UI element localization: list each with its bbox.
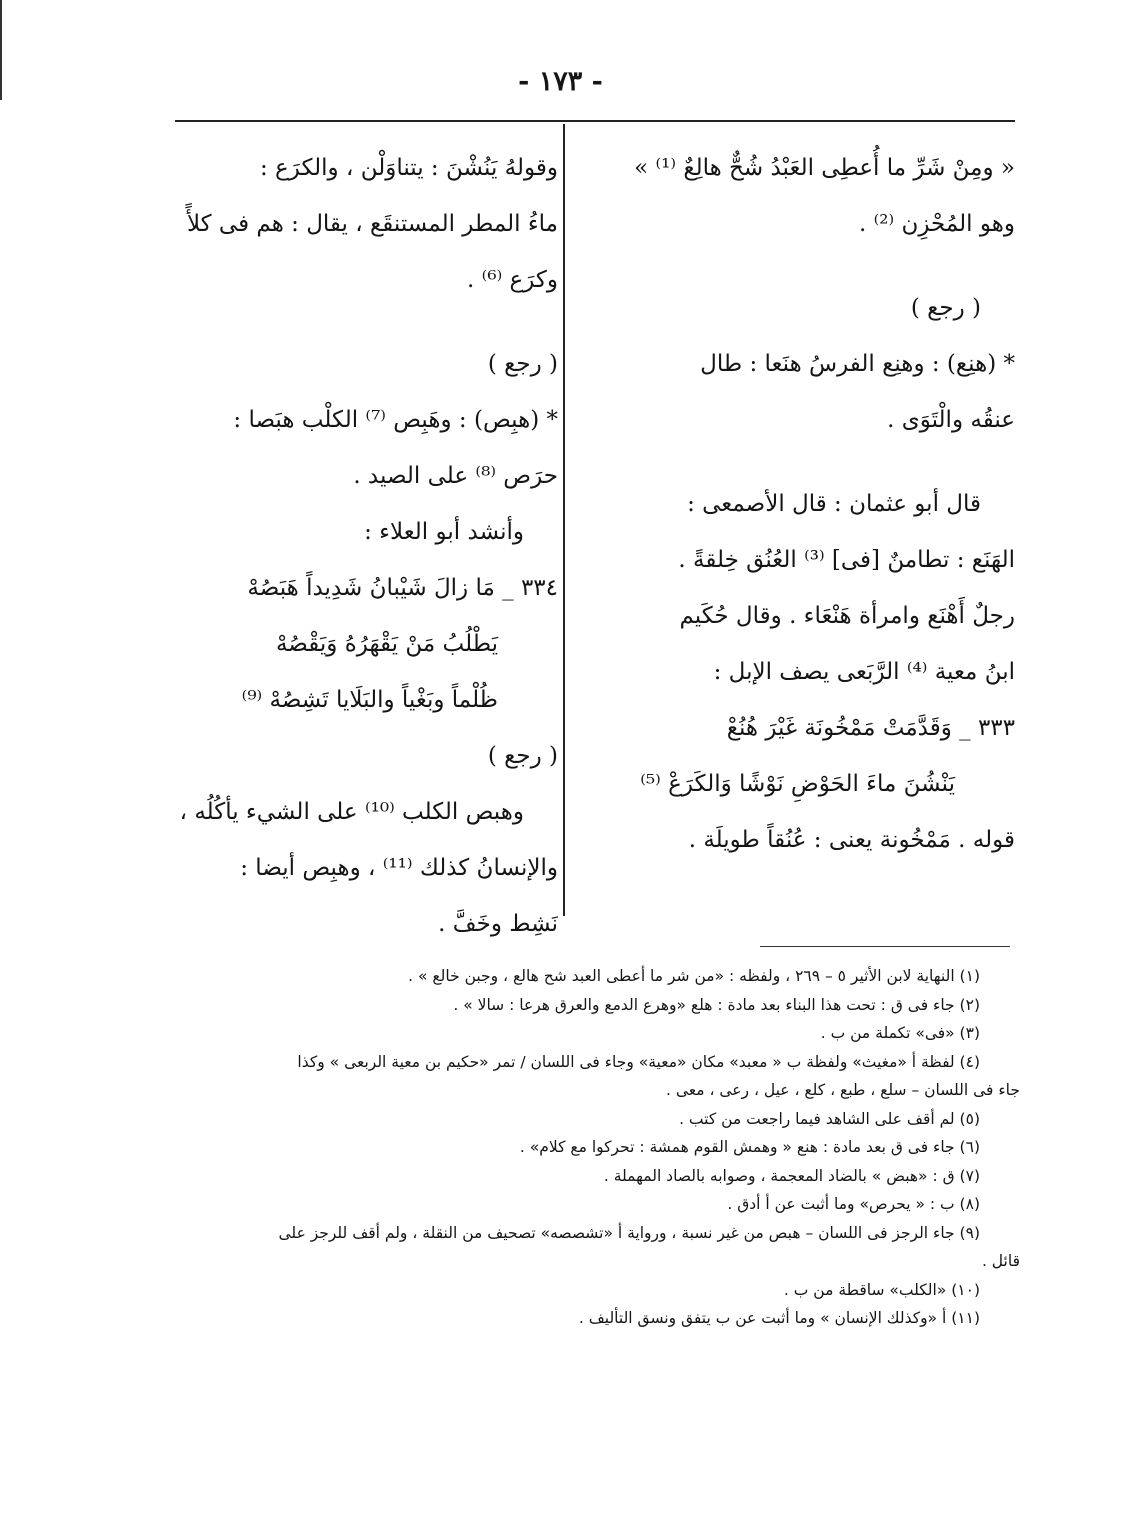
footnote-line: (٢) جاء فى ق : تحت هذا البناء بعد مادة : هلع «وهرع الدمع والعرق هرعا : سالا » . — [453, 995, 980, 1014]
text-line: قوله . مَمْخُونة يعنى : عُنُقاً طويلَة . — [688, 827, 1015, 853]
text-line: وأنشد أبو العلاء : — [364, 519, 524, 545]
text-line — [160, 308, 558, 336]
column-divider — [563, 124, 565, 916]
right-column — [595, 140, 1015, 868]
text-line: رجلٌ أَهْنَع وامرأة هَنْعَاء . وقال حُكَيم — [679, 603, 1015, 629]
text-line: عنقُه والْتَوَى . — [887, 407, 1015, 433]
text-line: ابنُ معية ⁽⁴⁾ الرَّبَعى يصف الإبل : — [713, 659, 1015, 685]
text-line: وقولهُ يَنُشْنَ : يتناوَلْن ، والكرَع : — [259, 155, 558, 181]
footnote-line: (١٠) «الكلب» ساقطة من ب . — [783, 1280, 980, 1299]
footnote-line: (٩) جاء الرجز فى اللسان – هبص من غير نسبة ، ورواية أ «تشصصه» تصحيف من النقلة ، ولم أقف للرجز على — [278, 1223, 980, 1242]
text-line: * (هنِع) : وهنِع الفرسُ هنَعا : طال — [700, 351, 1015, 377]
text-line — [595, 448, 1015, 476]
text-line: وهو المُحْزِن ⁽²⁾ . — [858, 211, 1015, 237]
footnote-line: جاء فى اللسان – سلع ، طبع ، كلع ، عيل ، رعى ، معى . — [665, 1081, 1020, 1099]
text-line: ( رجع ) — [487, 743, 558, 769]
header-rule — [175, 120, 1015, 122]
text-line: قال أبو عثمان : قال الأصمعى : — [687, 491, 981, 517]
text-line: والإنسانُ كذلك ⁽¹¹⁾ ، وهبِص أيضا : — [240, 855, 558, 881]
text-line: ظُلْماً وبَغْياً والبَلَايا تَشِصُهْ ⁽⁹⁾ — [241, 687, 498, 713]
footnote-rule — [760, 946, 1010, 947]
text-line: يَطْلُبُ مَنْ يَقْهَرُهُ وَيَقْصُهْ — [275, 631, 498, 657]
text-line: ماءُ المطر المستنقَع ، يقال : هم فى كلأً — [186, 211, 558, 237]
text-line: الهَنَع : تطامنٌ [فى] ⁽³⁾ العُنُق خِلقةً . — [678, 547, 1015, 573]
footnote-line: (٦) جاء فى ق بعد مادة : هنع « وهمش القوم همشة : تحركوا مع كلام» . — [519, 1138, 980, 1156]
text-line — [595, 252, 1015, 280]
text-line: * (هبِص) : وهَبِص ⁽⁷⁾ الكلْب هبَصا : — [233, 407, 558, 433]
text-line: ٣٣٤ _ مَا زالَ شَيْبانُ شَدِيداً هَبَصُهْ — [247, 575, 558, 601]
footnote-line: قائل . — [981, 1252, 1020, 1270]
footnote-line: (٧) ق : «هبض » بالضاد المعجمة ، وصوابه بالصاد المهملة . — [603, 1166, 980, 1185]
page-number: - ١٧٣ - — [518, 66, 603, 97]
text-line: يَنْشُنَ ماءَ الحَوْضِ نَوْشًا وَالكَرَعْ ⁽⁵⁾ — [640, 771, 955, 797]
text-line: ٣٣٣ _ وَقَدَّمَتْ مَمْخُونَة غَيْرَ هُنُعْ — [726, 715, 1015, 741]
text-line: وكرَع ⁽⁶⁾ . — [467, 267, 558, 293]
text-line: « ومِنْ شَرِّ ما أُعطِى العَبْدُ شُحٌّ هالِعٌ ⁽¹⁾ » — [634, 155, 1015, 181]
text-line: ( رجع ) — [910, 295, 981, 321]
footnote-line: (٣) «فى» تكملة من ب . — [820, 1024, 980, 1042]
text-line: نَشِط وخَفَّ . — [438, 911, 558, 937]
footnote-line: (٤) لفظة أ «مغيث» ولفظة ب « معبد» مكان «معية» وجاء فى اللسان / تمر «حكيم بن معية الربعى » وكذا — [297, 1052, 980, 1071]
footnote-line: (١١) أ «وكذلك الإنسان » وما أثبت عن ب يتفق ونسق التأليف . — [578, 1309, 980, 1327]
text-line: حرَص ⁽⁸⁾ على الصيد . — [353, 463, 558, 489]
text-line: ( رجع ) — [487, 351, 558, 377]
footnote-line: (١) النهاية لابن الأثير ٥ – ٢٦٩ ، ولفظه : «من شر ما أعطى العبد شح هالع ، وجبن خالع » . — [408, 967, 980, 985]
footnote-line: (٥) لم أقف على الشاهد فيما راجعت من كتب . — [679, 1109, 980, 1128]
footnotes — [150, 962, 1020, 1333]
left-column — [160, 140, 558, 952]
text-line: وهبص الكلب ⁽¹⁰⁾ على الشيء يأكُلُه ، — [179, 799, 524, 825]
footnote-line: (٨) ب : « يحرص» وما أثبت عن أ أدق . — [727, 1195, 980, 1213]
